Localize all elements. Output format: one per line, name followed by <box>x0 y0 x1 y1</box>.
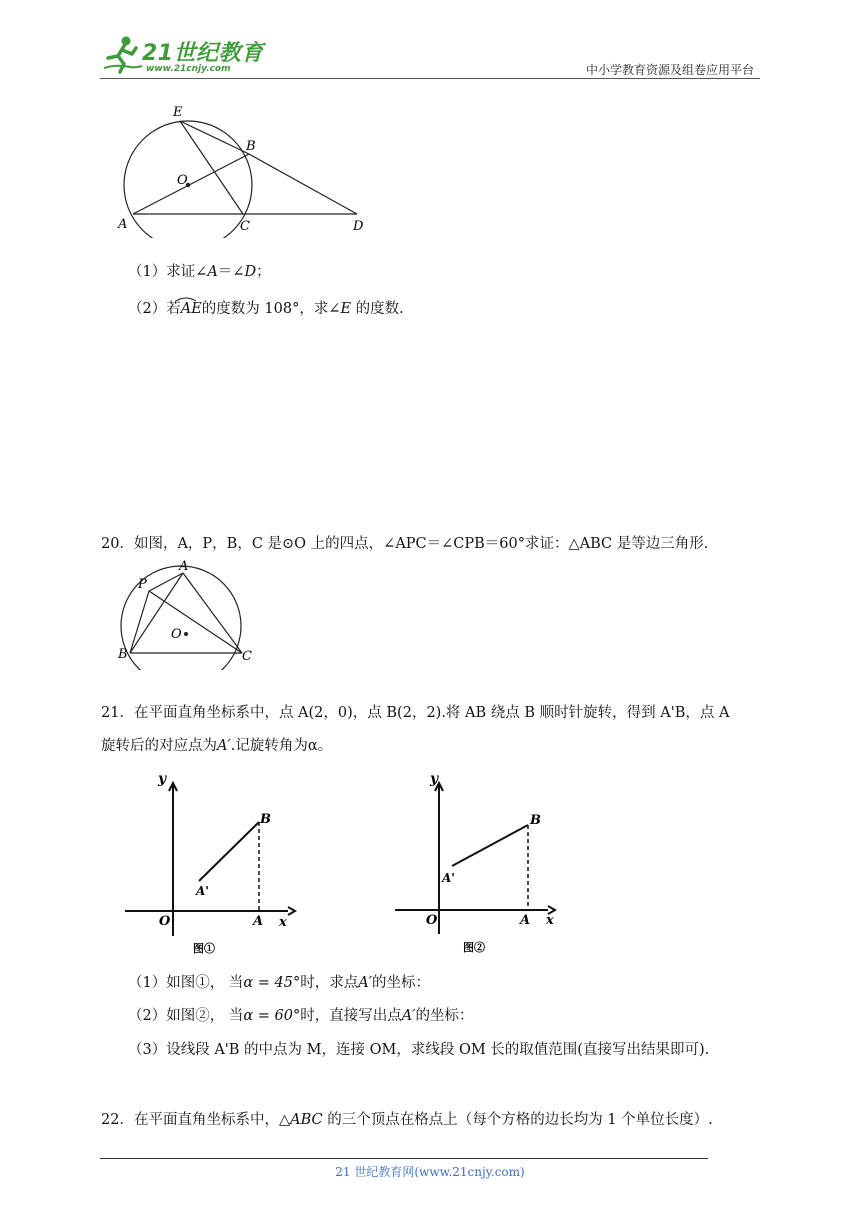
label-O2: O <box>171 627 182 642</box>
q21-p2-math: α = 60° <box>243 1008 301 1024</box>
q19-p2-arc: AE <box>180 301 202 317</box>
fig1-O-label: O <box>159 914 171 929</box>
logo-main-text: 21世纪教育 <box>142 41 264 66</box>
logo-sub-text: www.21cnjy.com <box>146 64 231 74</box>
q22-suffix: 的三个顶点在格点上（每个方格的边长均为 1 个单位长度）. <box>322 1112 713 1128</box>
q21-p1-var: A′ <box>358 975 372 991</box>
footer-divider <box>100 1158 708 1159</box>
label-E: E <box>173 105 183 120</box>
label-D: D <box>353 219 364 234</box>
label-B: B <box>246 139 256 154</box>
fig2-A-label: A <box>520 913 531 928</box>
q19-p2-E: E <box>340 301 352 317</box>
label-O: O <box>177 173 188 188</box>
q21-line2-var: A′ <box>217 738 231 754</box>
figure-rotation-2 <box>390 770 570 960</box>
arc-mark <box>175 296 197 302</box>
label-A: A <box>118 217 128 232</box>
q22-prefix: 22．在平面直角坐标系中，△ <box>101 1112 291 1128</box>
label-C: C <box>240 219 250 234</box>
q21-line2-prefix: 旋转后的对应点为 <box>101 738 217 754</box>
fig2-O-label: O <box>426 913 438 928</box>
fig1-A-label: A <box>253 914 264 929</box>
q21-p1-a: （1）如图①， 当 <box>128 975 244 991</box>
fig2-y-label: y <box>430 771 439 787</box>
fig2-B-label: B <box>530 813 541 828</box>
q21-line2 <box>101 736 332 756</box>
q21-part1 <box>128 973 430 993</box>
q21-p1-c: 的坐标： <box>371 975 430 991</box>
fig1-Aprime-label: A' <box>196 884 209 898</box>
q19-p1-mid: ＝∠ <box>217 264 245 280</box>
footer-text[interactable]: 21 世纪教育网(www.21cnjy.com) <box>335 1165 525 1179</box>
q19-p1-A: A <box>207 264 218 280</box>
q21-p2-c: 的坐标： <box>415 1008 474 1024</box>
header-logo <box>96 34 266 78</box>
q21-part2 <box>128 1006 473 1026</box>
q20-text: 20．如图，A，P，B，C 是⊙O 上的四点，∠APC＝∠CPB＝60°求证：△ABC 是等边三角形. <box>101 536 709 552</box>
fig1-B-label: B <box>260 812 271 827</box>
q21-p2-b: 时，直接写出点 <box>300 1008 402 1024</box>
q21-p2-var: A′ <box>401 1008 416 1024</box>
figure-rotation-1 <box>120 770 300 960</box>
fig1-x-label: x <box>279 915 287 930</box>
fig2-caption: 图② <box>463 941 485 954</box>
q21-p1-math: α = 45° <box>243 975 301 991</box>
q19-p2-end: 的度数. <box>351 301 404 317</box>
q19-p2-mid: 的度数为 108°，求∠ <box>201 301 341 317</box>
q19-p1-end: ； <box>256 264 271 280</box>
label-B2: B <box>118 647 128 662</box>
q21-part3: （3）设线段 A'B 的中点为 M，连接 OM，求线段 OM 长的取值范围(直接写出结果即可). <box>128 1042 710 1058</box>
q21-line1: 21．在平面直角坐标系中，点 A(2，0)，点 B(2，2).将 AB 绕点 B 顺时针旋转，得到 A'B，点 A <box>101 705 730 721</box>
q22-var: ABC <box>290 1112 323 1128</box>
label-P: P <box>138 577 147 592</box>
q22-text <box>101 1110 713 1130</box>
q19-part2 <box>128 299 404 319</box>
figure-inscribed-triangle <box>110 560 260 670</box>
q21-p2-a: （2）如图②， 当 <box>128 1008 244 1024</box>
fig2-x-label: x <box>546 913 554 928</box>
q19-p1-D: D <box>244 264 257 280</box>
header-divider <box>100 78 760 79</box>
figure-circle-tangent <box>110 98 380 238</box>
label-C2: C <box>242 649 252 664</box>
q19-part1 <box>128 262 271 282</box>
q21-line2-suffix: .记旋转角为α。 <box>230 738 333 754</box>
header-platform-text: 中小学教育资源及组卷应用平台 <box>585 63 754 77</box>
q19-p2-prefix: （2）若 <box>128 301 181 317</box>
fig2-Aprime-label: A' <box>442 871 455 885</box>
q19-p1-prefix: （1）求证∠ <box>128 264 208 280</box>
label-A2: A <box>179 560 189 574</box>
fig1-y-label: y <box>158 771 167 787</box>
q21-p1-b: 时，求点 <box>300 975 359 991</box>
fig1-caption: 图① <box>193 942 215 955</box>
